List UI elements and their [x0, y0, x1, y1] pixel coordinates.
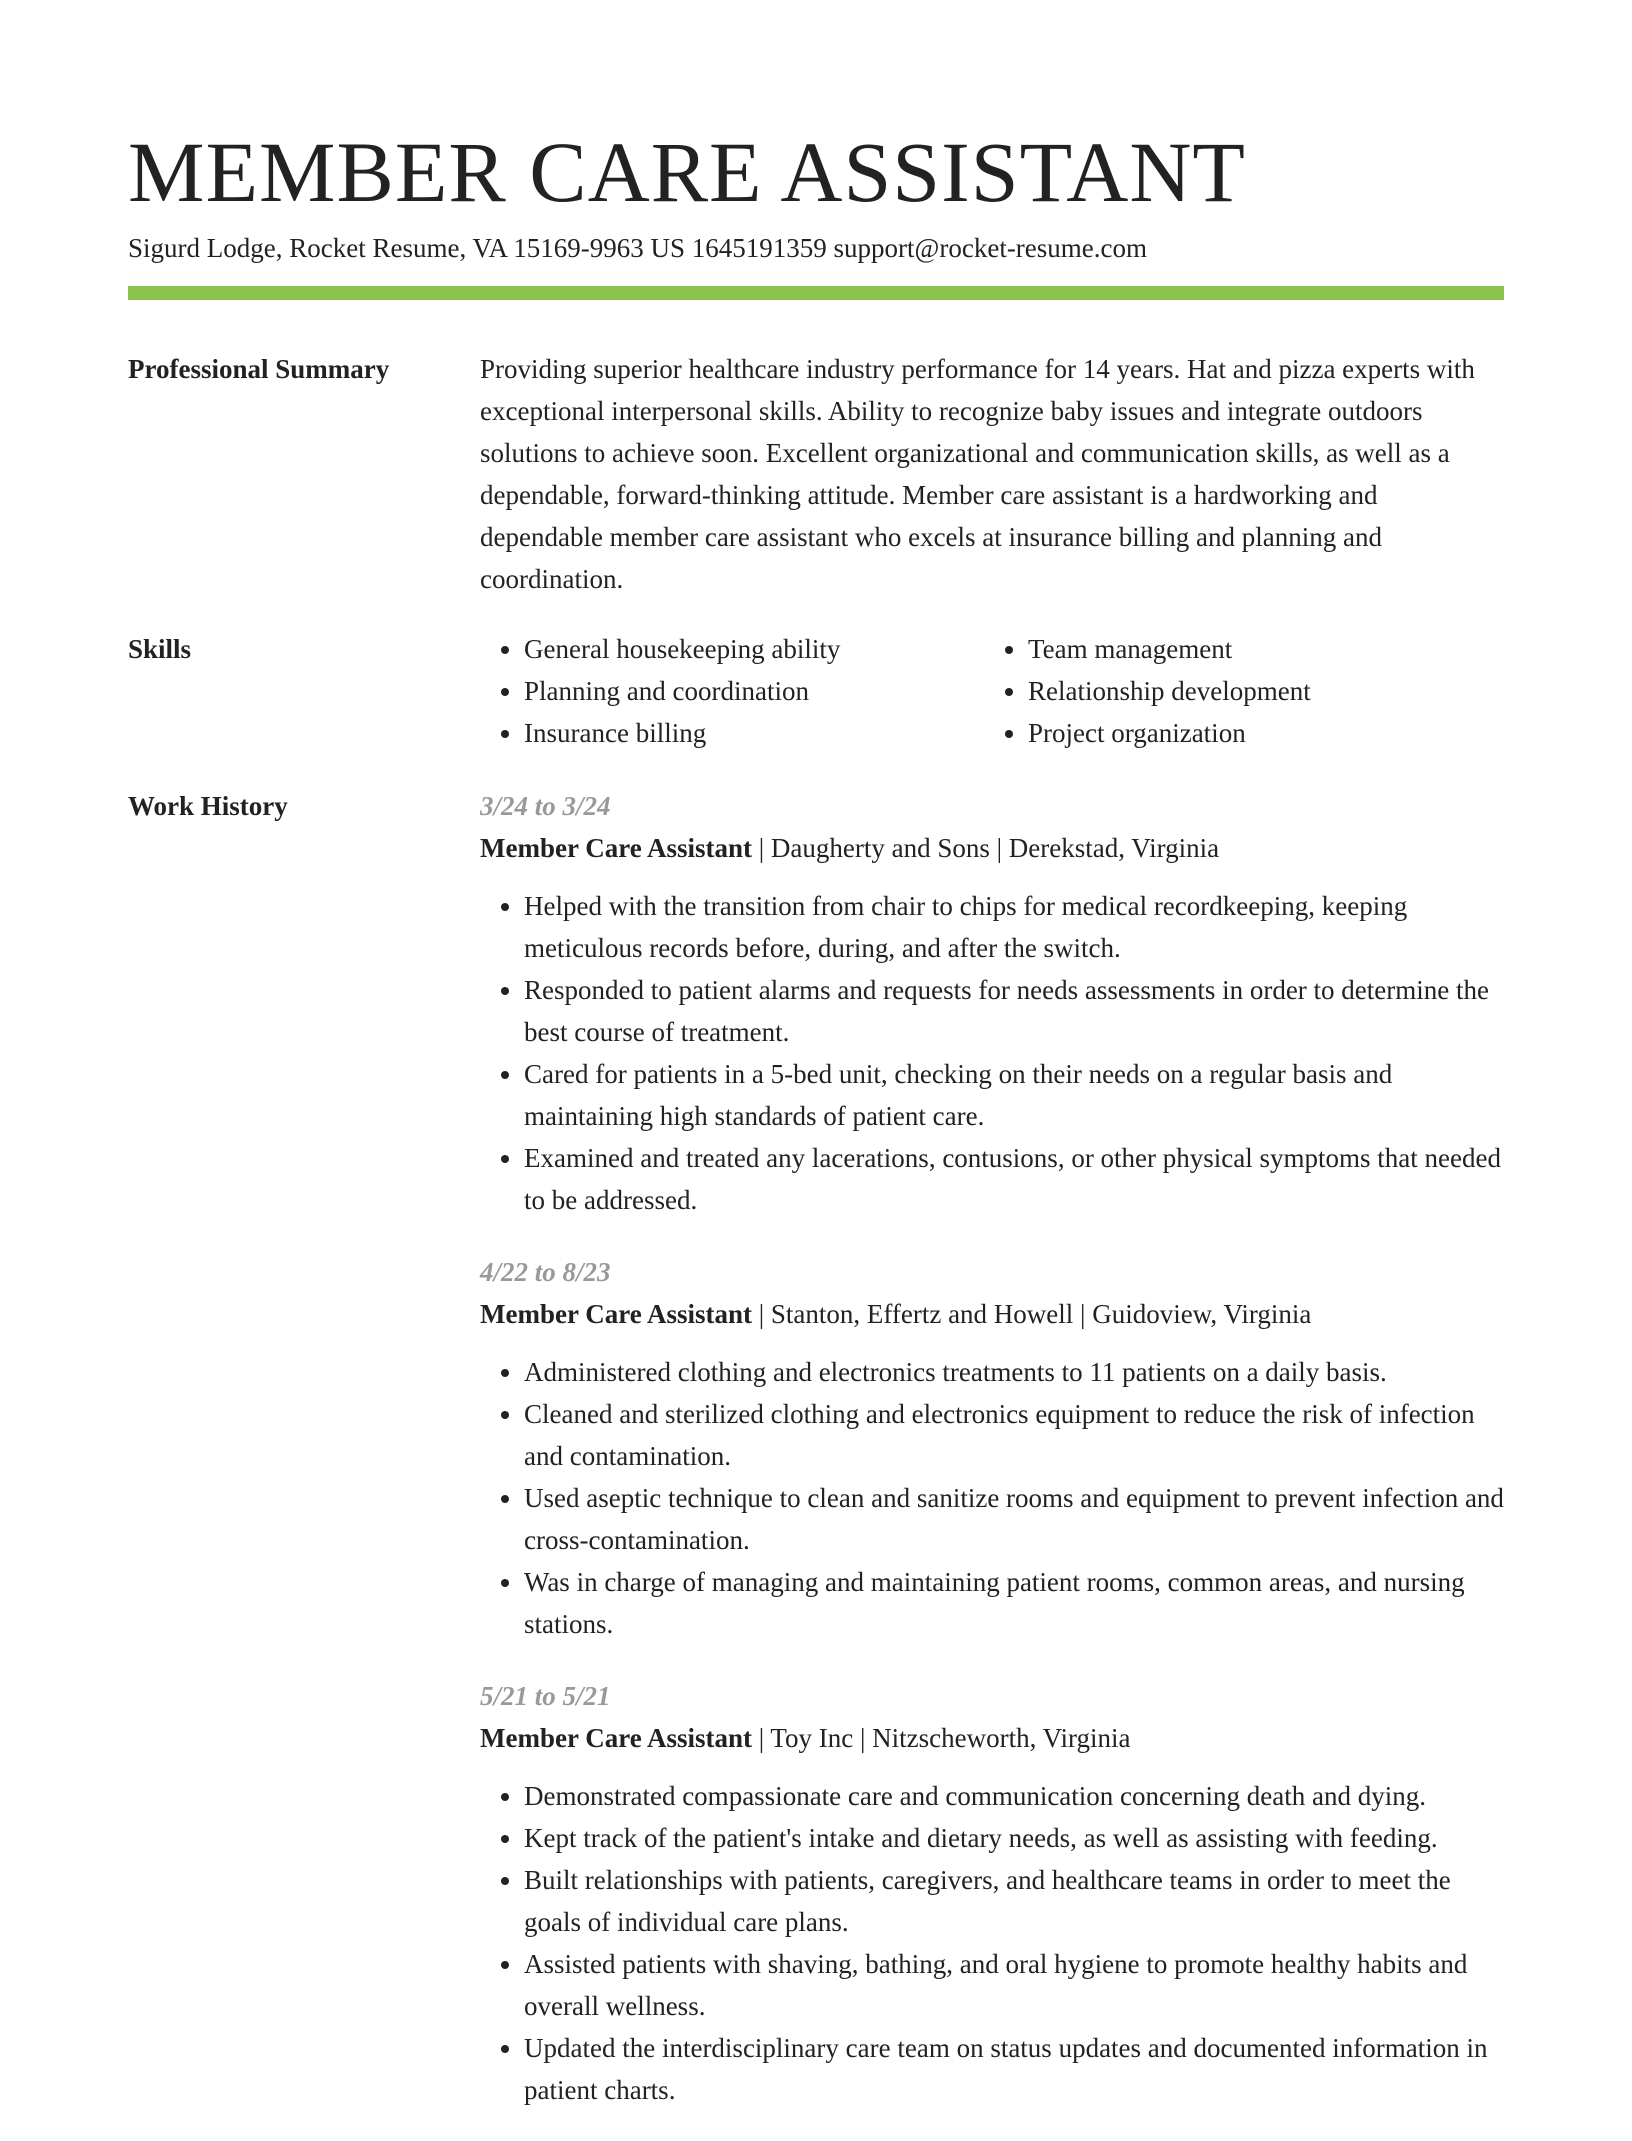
- job-entry: [480, 785, 1504, 1221]
- job-heading: [480, 1293, 1504, 1335]
- skills-heading: Skills: [128, 634, 192, 664]
- job-bullets: [480, 1351, 1504, 1645]
- job-bullet: • Cleaned and sterilized clothing and electronics equipment to reduce the risk of infection and contamination.: [524, 1393, 1504, 1477]
- job-bullet: • Responded to patient alarms and requests for needs assessments in order to determine the best course of treatment.: [524, 969, 1504, 1053]
- job-bullet: • Was in charge of managing and maintaining patient rooms, common areas, and nursing stations.: [524, 1561, 1504, 1645]
- job-bullet: • Updated the interdisciplinary care team on status updates and documented information in patient charts.: [524, 2027, 1504, 2111]
- skill-item: • General housekeeping ability: [524, 628, 984, 670]
- job-heading: [480, 1717, 1504, 1759]
- job-bullet: • Assisted patients with shaving, bathing, and oral hygiene to promote healthy habits and overall wellness.: [524, 1943, 1504, 2027]
- job-details: | Toy Inc | Nitzscheworth, Virginia: [751, 1723, 1131, 1753]
- job-bullets: [480, 1775, 1504, 2111]
- job-dates: 4/22 to 8/23: [480, 1257, 611, 1287]
- job-details: | Stanton, Effertz and Howell | Guidoview, Virginia: [751, 1299, 1312, 1329]
- job-bullet: • Examined and treated any lacerations, contusions, or other physical symptoms that needed to be addressed.: [524, 1137, 1504, 1221]
- job-bullet: • Administered clothing and electronics treatments to 11 patients on a daily basis.: [524, 1351, 1504, 1393]
- contact-line: Sigurd Lodge, Rocket Resume, VA 15169-9963 US 1645191359 support@rocket-resume.com: [128, 233, 1148, 263]
- job-bullet: • Helped with the transition from chair to chips for medical recordkeeping, keeping meticulous records before, during, and after the switch.: [524, 885, 1504, 969]
- job-details: | Daugherty and Sons | Derekstad, Virginia: [751, 833, 1220, 863]
- job-entry: [480, 1675, 1504, 2111]
- job-heading: [480, 827, 1504, 869]
- job-dates: 5/21 to 5/21: [480, 1681, 611, 1711]
- skill-item: • Insurance billing: [524, 712, 984, 754]
- summary-body: [480, 348, 1504, 600]
- skill-item: • Relationship development: [1028, 670, 1488, 712]
- summary-heading: Professional Summary: [128, 354, 390, 384]
- accent-divider: [128, 286, 1504, 300]
- skills-list-left: [480, 628, 984, 754]
- job-title: Member Care Assistant: [480, 1299, 752, 1329]
- job-bullets: [480, 885, 1504, 1221]
- skill-item: • Planning and coordination: [524, 670, 984, 712]
- skills-list-right: [984, 628, 1488, 754]
- skill-item: • Project organization: [1028, 712, 1488, 754]
- job-bullet: • Kept track of the patient's intake and dietary needs, as well as assisting with feeding.: [524, 1817, 1504, 1859]
- work-history-heading: Work History: [128, 791, 288, 821]
- job-bullet: • Used aseptic technique to clean and sanitize rooms and equipment to prevent infection and cross-contamination.: [524, 1477, 1504, 1561]
- resume-title: MEMBER CARE ASSISTANT: [128, 124, 1246, 220]
- skill-item: • Team management: [1028, 628, 1488, 670]
- job-entry: [480, 1251, 1504, 1645]
- job-title: Member Care Assistant: [480, 1723, 752, 1753]
- job-bullet: • Cared for patients in a 5-bed unit, checking on their needs on a regular basis and maintaining high standards of patient care.: [524, 1053, 1504, 1137]
- skills-body: [480, 628, 1504, 754]
- job-title: Member Care Assistant: [480, 833, 752, 863]
- job-bullet: • Demonstrated compassionate care and communication concerning death and dying.: [524, 1775, 1504, 1817]
- summary-text: Providing superior healthcare industry performance for 14 years. Hat and pizza experts with exceptional interpersonal skills. Ability to recognize baby issues and integrate outdoors solutions to achieve soon. Excellent organizational and communication skills, as well as a dependable, forward-thinking attitude. Member care assistant is a hardworking and dependable member care assistant who excels at insurance billing and planning and coordination.: [480, 354, 1475, 594]
- work-history-body: [480, 785, 1504, 2141]
- job-dates: 3/24 to 3/24: [480, 791, 611, 821]
- job-bullet: • Built relationships with patients, caregivers, and healthcare teams in order to meet the goals of individual care plans.: [524, 1859, 1504, 1943]
- skills-grid: [480, 628, 1504, 754]
